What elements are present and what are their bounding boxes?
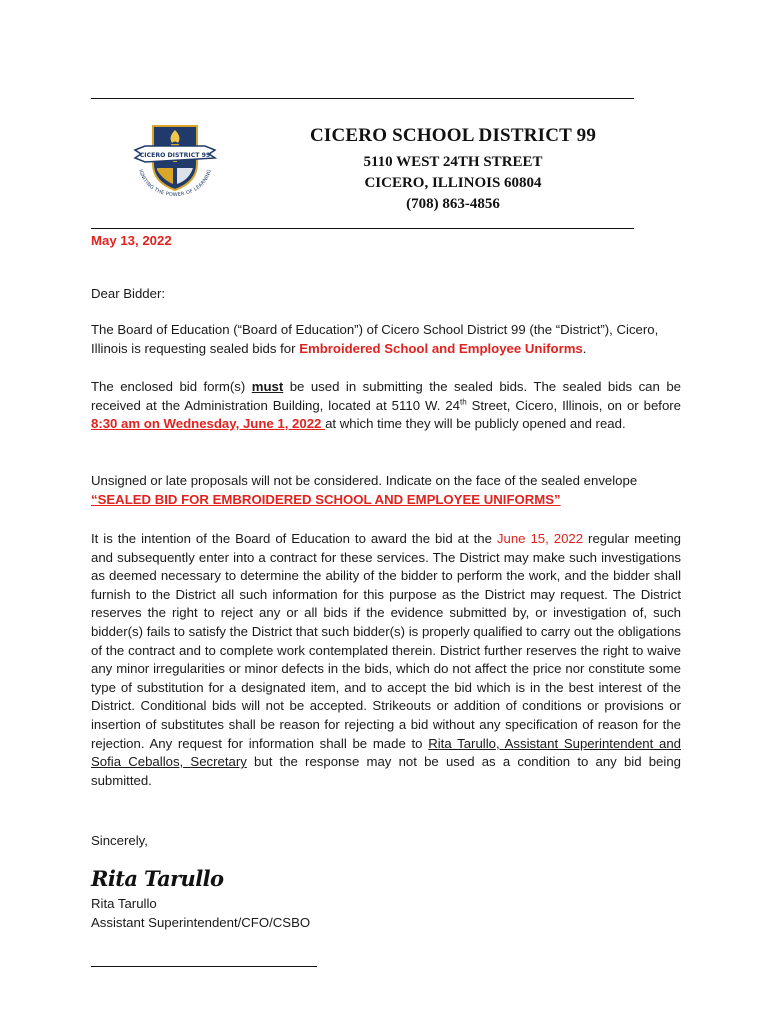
paragraph-award: It is the intention of the Board of Education to award the bid at the June 15, 2022 regular meeting and subsequently enter into a contract for these services. The District may make such investigations as deemed necessary to determine the ability of the bidder to perform the work, and the bidder shall furnish to the District all such information for this purpose as the District may request. The District reserves the right to reject any or all bids if the evidence submitted by, or investigation of, such bidder(s) fails to satisfy the District that such bidder(s) is properly qualified to carry out the obligations of the contract and to complete work contemplated therein. District further reserves the right to waive any minor irregularities or minor defects in the bids, which do not affect the price nor constitute some type of substitution for a designated item, and to accept the bid which is in the best interest of the District. Conditional bids will not be accepted. Strikeouts or addition of conditions or provisions or insertion of substitutes shall be reason for rejecting a bid without any specification of reason for the rejection. Any request for information shall be made to Rita Tarullo, Assistant Superintendent and Sofia Ceballos, Secretary but the response may not be used as a condition to any bid being submitted. xyxy=(91,531,681,788)
envelope-label: “SEALED BID FOR EMBROIDERED SCHOOL AND EMPLOYEE UNIFORMS” xyxy=(91,491,561,507)
footer-rule xyxy=(91,966,317,967)
closing: Sincerely, xyxy=(91,833,148,848)
logo-banner-text: CICERO DISTRICT 99 xyxy=(139,152,211,159)
paragraph-request: The Board of Education (“Board of Education”) of Cicero School District 99 (the “District”), Cicero, Illinois is requesting sealed bids for Embroidered School and Employee Uniforms. xyxy=(91,322,659,356)
bid-deadline: 8:30 am on Wednesday, June 1, 2022 xyxy=(91,416,326,432)
bid-subject: Embroidered School and Employee Uniforms xyxy=(299,340,583,356)
signer-title: Assistant Superintendent/CFO/CSBO xyxy=(91,915,311,930)
must-emphasis: must xyxy=(251,379,284,394)
street-address: 5110 WEST 24TH STREET xyxy=(363,154,543,170)
signer-name: Rita Tarullo xyxy=(91,896,157,911)
logo-arc-text: IGNITING THE POWER OF LEARNING xyxy=(137,168,213,199)
salutation: Dear Bidder: xyxy=(91,286,166,301)
contact-persons: Rita Tarullo, Assistant Superintendent and Sofia Ceballos, Secretary xyxy=(91,735,681,770)
district-name: CICERO SCHOOL DISTRICT 99 xyxy=(309,125,597,146)
letter-date: May 13, 2022 xyxy=(91,233,172,248)
phone-number: (708) 863-4856 xyxy=(406,196,500,212)
city-state-zip: CICERO, ILLINOIS 60804 xyxy=(364,175,542,191)
letterhead-rule xyxy=(91,228,634,229)
district-logo xyxy=(133,122,217,202)
top-rule xyxy=(91,98,634,99)
signature: Rita Tarullo xyxy=(91,866,224,891)
paragraph-submission: The enclosed bid form(s) must be used in submitting the sealed bids. The sealed bids can be received at the Administration Building, located at 5110 W. 24th Street, Cicero, Illinois, on or before 8:30 am on Wednesday, June 1, 2022 at which time they will be publicly opened and read. xyxy=(91,379,682,432)
meeting-date: June 15, 2022 xyxy=(496,531,584,546)
letterhead xyxy=(290,125,616,215)
paragraph-envelope: Unsigned or late proposals will not be considered. Indicate on the face of the sealed envelope “SEALED BID FOR EMBROIDERED SCHOOL AND EMPLOYEE UNIFORMS” xyxy=(91,473,638,507)
